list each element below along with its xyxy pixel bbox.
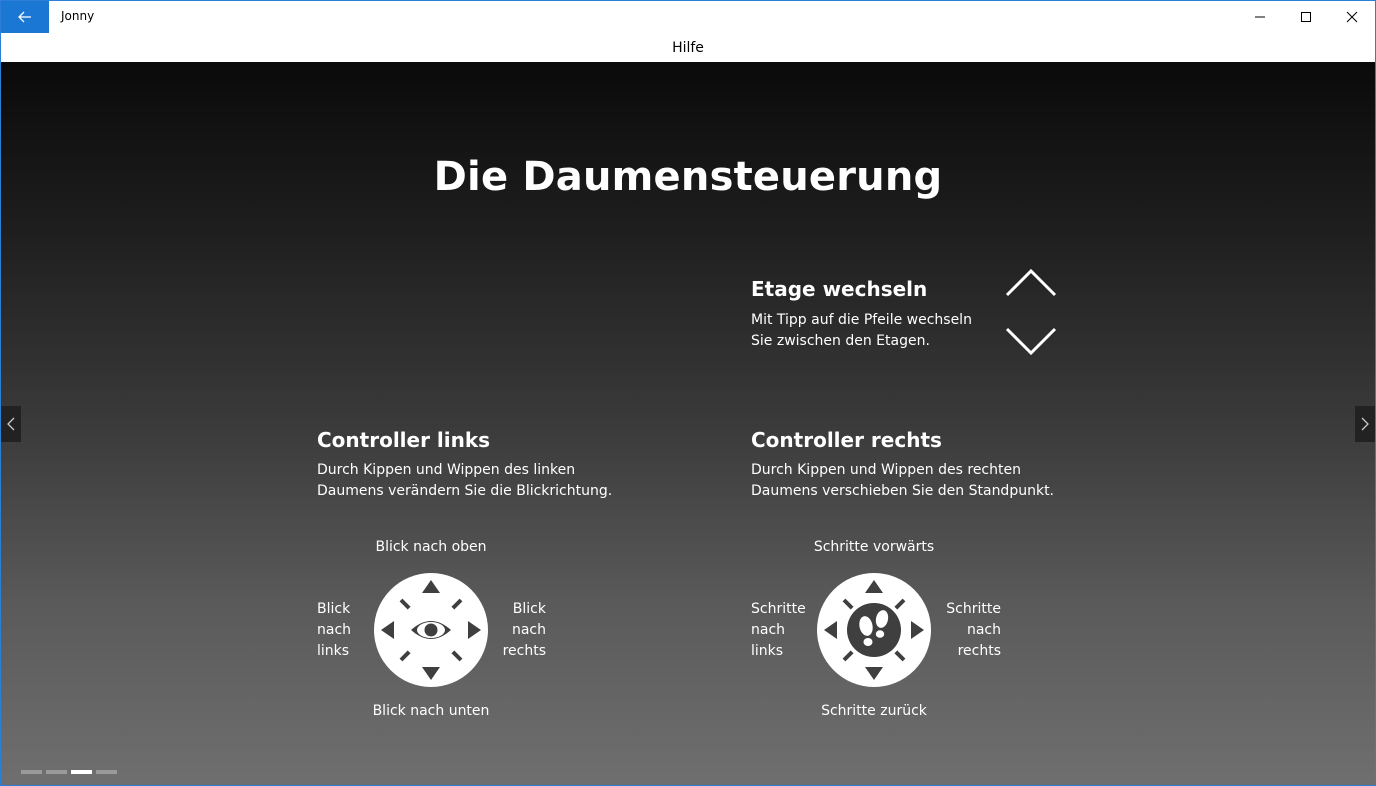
app-title: Jonny (61, 9, 95, 23)
back-button[interactable] (1, 1, 49, 33)
left-controller-description (317, 460, 612, 502)
previous-page-button[interactable] (1, 406, 21, 442)
label-line: nach (511, 622, 546, 638)
page-indicator (21, 770, 117, 774)
label-line: nach (966, 622, 1001, 638)
label-line: links (751, 643, 784, 659)
page-dot-2[interactable] (46, 770, 67, 774)
maximize-icon (1300, 11, 1312, 23)
left-thumb-controller[interactable] (373, 572, 489, 688)
right-controller-description (751, 460, 1054, 502)
chevron-left-icon (7, 417, 15, 431)
left-down-label: Blick nach unten (372, 703, 490, 719)
next-page-button[interactable] (1355, 406, 1375, 442)
page-dot-4[interactable] (96, 770, 117, 774)
left-up-label: Blick nach oben (375, 539, 487, 555)
label-line: Schritte (946, 601, 1001, 617)
minimize-icon (1254, 11, 1266, 23)
page-dot-3[interactable] (71, 770, 92, 774)
left-left-label (317, 599, 351, 662)
label-line: Blick (317, 601, 351, 617)
floor-up-arrow-icon[interactable] (1005, 268, 1057, 298)
right-desc-line: Durch Kippen und Wippen des rechten (751, 462, 1021, 478)
left-controller-title: Controller links (317, 428, 491, 452)
floor-down-arrow-icon[interactable] (1005, 326, 1057, 356)
label-line: nach (317, 622, 352, 638)
maximize-button[interactable] (1283, 1, 1329, 33)
label-line: Schritte (751, 601, 806, 617)
floor-description (751, 310, 972, 352)
label-line: rechts (957, 643, 1001, 659)
footsteps-icon (847, 603, 901, 657)
right-controller-title: Controller rechts (751, 428, 942, 452)
page-header (1, 33, 1375, 62)
right-thumb-controller[interactable] (816, 572, 932, 688)
label-line: nach (751, 622, 786, 638)
right-right-label (931, 599, 1001, 662)
minimize-button[interactable] (1237, 1, 1283, 33)
label-line: links (317, 643, 350, 659)
right-down-label: Schritte zurück (821, 703, 927, 719)
back-arrow-icon (18, 11, 32, 23)
title-bar (1, 1, 1375, 33)
floor-desc-line: Sie zwischen den Etagen. (751, 333, 930, 349)
close-icon (1346, 11, 1358, 23)
page-title: Hilfe (672, 39, 704, 56)
left-desc-line: Daumens verändern Sie die Blickrichtung. (317, 483, 613, 499)
left-desc-line: Durch Kippen und Wippen des linken (317, 462, 576, 478)
close-button[interactable] (1329, 1, 1375, 33)
floor-desc-line: Mit Tipp auf die Pfeile wechseln (751, 312, 972, 328)
right-left-label (751, 599, 806, 662)
label-line: Blick (512, 601, 546, 617)
right-desc-line: Daumens verschieben Sie den Standpunkt. (751, 483, 1055, 499)
help-content (1, 62, 1375, 785)
label-line: rechts (502, 643, 546, 659)
chevron-right-icon (1361, 417, 1369, 431)
floor-title: Etage wechseln (751, 277, 928, 301)
left-right-label (481, 599, 546, 662)
main-title: Die Daumensteuerung (433, 154, 943, 200)
right-up-label: Schritte vorwärts (813, 539, 935, 555)
page-dot-1[interactable] (21, 770, 42, 774)
